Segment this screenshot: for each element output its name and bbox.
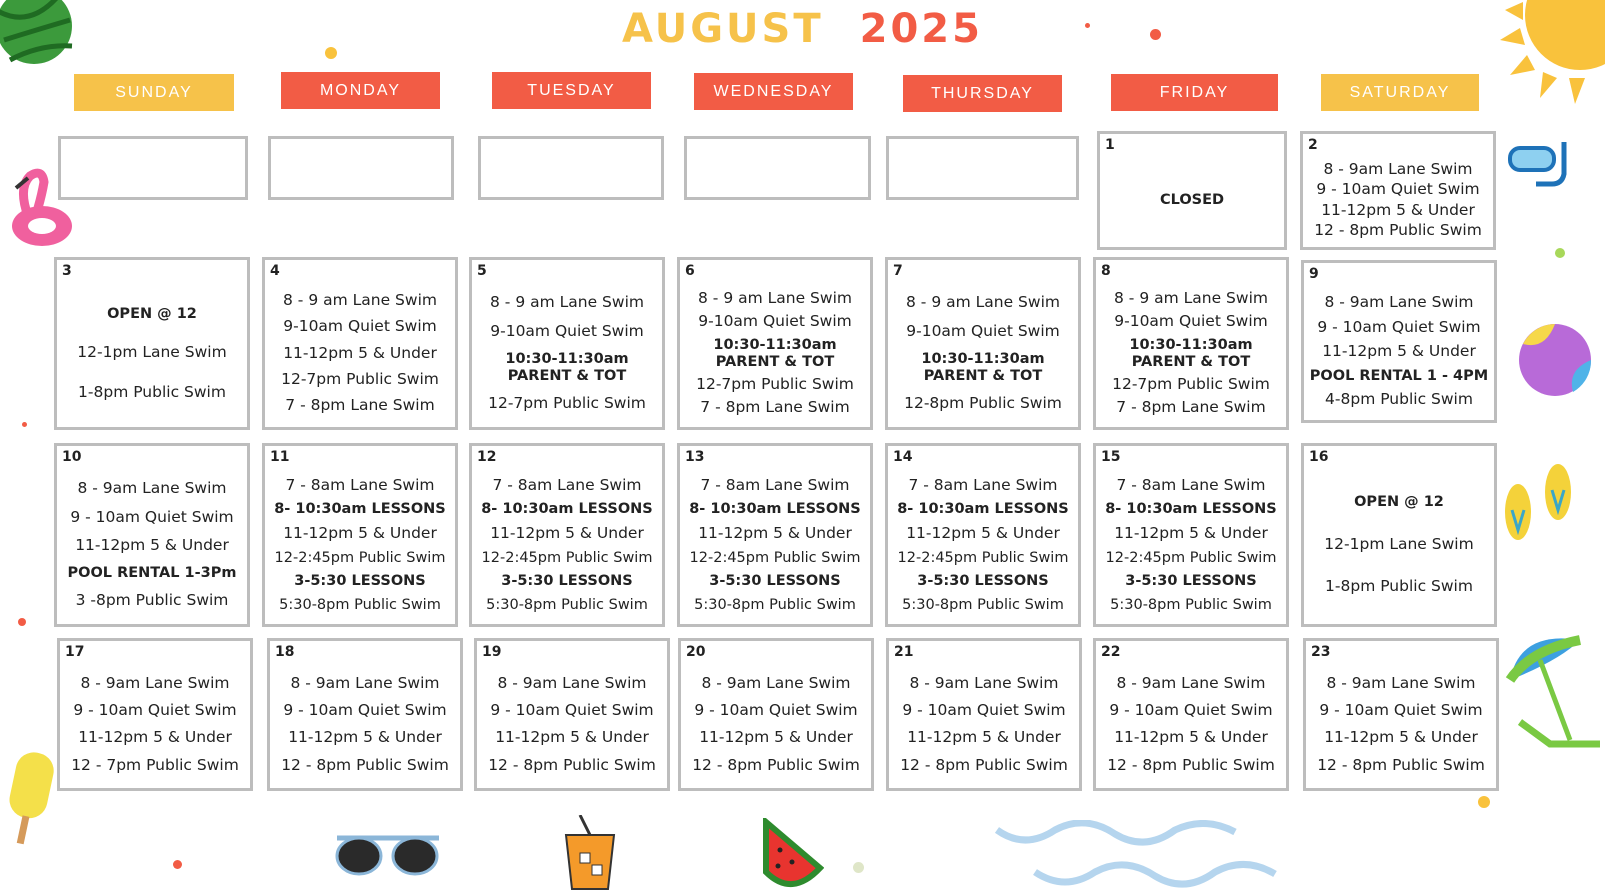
- schedule-entry: 7 - 8pm Lane Swim: [700, 398, 850, 417]
- day-number: 8: [1101, 263, 1111, 279]
- schedule-entry: 11-12pm 5 & Under: [1324, 728, 1478, 747]
- schedule-entry: 12 - 8pm Public Swim: [692, 755, 860, 774]
- schedule-entry: 3-5:30 LESSONS: [294, 573, 426, 590]
- flip-flops-icon: [1500, 454, 1580, 550]
- schedule-list: [474, 284, 660, 423]
- schedule-entry: 10:30-11:30am PARENT & TOT: [505, 350, 629, 384]
- day-number: 1: [1105, 137, 1115, 153]
- schedule-entry: 12-2:45pm Public Swim: [1105, 549, 1277, 566]
- calendar-day-cell: [1301, 260, 1497, 423]
- calendar-day-cell: [54, 443, 250, 627]
- schedule-list: [483, 163, 659, 193]
- schedule-entry: 5:30-8pm Public Swim: [1110, 596, 1272, 613]
- calendar-day-cell: [478, 136, 664, 200]
- schedule-list: [62, 665, 248, 784]
- calendar-day-cell: [1093, 443, 1289, 627]
- day-number: 19: [482, 644, 502, 660]
- schedule-entry: 9 - 10am Quiet Swim: [1317, 317, 1481, 336]
- day-number: 17: [65, 644, 85, 660]
- calendar-day-cell: [1093, 257, 1289, 430]
- calendar-day-cell: [58, 136, 248, 200]
- schedule-entry: 12 - 7pm Public Swim: [71, 755, 239, 774]
- day-number: 6: [685, 263, 695, 279]
- schedule-entry: OPEN @ 12: [107, 305, 197, 322]
- schedule-entry: 7 - 8am Lane Swim: [700, 475, 850, 494]
- schedule-entry: 11-12pm 5 & Under: [1321, 200, 1475, 219]
- schedule-entry: 8 - 9am Lane Swim: [77, 479, 227, 498]
- schedule-entry: 9-10am Quiet Swim: [490, 321, 644, 340]
- schedule-entry: 8 - 9am Lane Swim: [701, 673, 851, 692]
- schedule-entry: 9 - 10am Quiet Swim: [694, 700, 858, 719]
- calendar-day-cell: [886, 638, 1082, 791]
- schedule-entry: 7 - 8am Lane Swim: [1116, 475, 1266, 494]
- schedule-entry: 8 - 9 am Lane Swim: [283, 291, 437, 310]
- day-number: 10: [62, 449, 82, 465]
- schedule-list: [59, 470, 245, 620]
- day-number: 14: [893, 449, 913, 465]
- calendar-day-cell: [678, 638, 874, 791]
- calendar-day-cell: [677, 443, 873, 627]
- schedule-entry: 8 - 9 am Lane Swim: [1114, 288, 1268, 307]
- schedule-list: [474, 470, 660, 620]
- schedule-entry: 9-10am Quiet Swim: [283, 317, 437, 336]
- calendar-day-cell: [684, 136, 871, 200]
- schedule-entry: 4-8pm Public Swim: [1325, 390, 1473, 409]
- calendar-day-cell: [262, 257, 458, 430]
- schedule-entry: 11-12pm 5 & Under: [495, 728, 649, 747]
- confetti-dot: [853, 862, 864, 873]
- confetti-dot: [1478, 796, 1490, 808]
- calendar-day-cell: [267, 638, 463, 791]
- schedule-list: [267, 284, 453, 423]
- schedule-list: [1306, 287, 1492, 416]
- schedule-entry: 7 - 8am Lane Swim: [908, 475, 1058, 494]
- schedule-entry: 5:30-8pm Public Swim: [902, 596, 1064, 613]
- schedule-entry: 11-12pm 5 & Under: [698, 523, 852, 542]
- day-number: 23: [1311, 644, 1331, 660]
- calendar-day-cell: [677, 257, 873, 430]
- day-header-wednesday: WEDNESDAY: [694, 73, 853, 110]
- calendar-day-cell: [1300, 131, 1496, 250]
- schedule-entry: 10:30-11:30am PARENT & TOT: [713, 336, 837, 370]
- title-month: AUGUST: [622, 6, 824, 52]
- calendar-day-cell: [886, 136, 1079, 200]
- day-number: 21: [894, 644, 914, 660]
- calendar-day-cell: [469, 443, 665, 627]
- schedule-list: [891, 163, 1074, 193]
- schedule-entry: 11-12pm 5 & Under: [490, 523, 644, 542]
- schedule-entry: 12-2:45pm Public Swim: [481, 549, 653, 566]
- calendar-day-cell: [469, 257, 665, 430]
- schedule-entry: 12-2:45pm Public Swim: [274, 549, 446, 566]
- schedule-entry: 9 - 10am Quiet Swim: [490, 700, 654, 719]
- schedule-entry: 12-8pm Public Swim: [904, 393, 1062, 412]
- day-number: 5: [477, 263, 487, 279]
- waves-icon: [995, 820, 1285, 893]
- day-number: 4: [270, 263, 280, 279]
- schedule-entry: 9 - 10am Quiet Swim: [1316, 180, 1480, 199]
- calendar-day-cell: [885, 443, 1081, 627]
- schedule-entry: 9 - 10am Quiet Swim: [70, 507, 234, 526]
- schedule-list: [890, 470, 1076, 620]
- confetti-dot: [22, 422, 27, 427]
- day-header-sunday: SUNDAY: [74, 74, 234, 111]
- title-year: 2025: [859, 6, 983, 52]
- calendar-day-cell: [1303, 638, 1499, 791]
- schedule-entry: 12-7pm Public Swim: [1112, 374, 1270, 393]
- schedule-entry: 12-7pm Public Swim: [696, 374, 854, 393]
- schedule-entry: 11-12pm 5 & Under: [1114, 728, 1268, 747]
- schedule-entry: 12-1pm Lane Swim: [77, 343, 227, 362]
- schedule-entry: 12-7pm Public Swim: [281, 369, 439, 388]
- schedule-entry: 12-2:45pm Public Swim: [689, 549, 861, 566]
- schedule-entry: OPEN @ 12: [1354, 494, 1444, 511]
- calendar-day-cell: [1097, 131, 1287, 250]
- schedule-entry: 9 - 10am Quiet Swim: [902, 700, 1066, 719]
- schedule-entry: 8- 10:30am LESSONS: [481, 501, 653, 518]
- schedule-list: [479, 665, 665, 784]
- day-number: 9: [1309, 266, 1319, 282]
- schedule-entry: 5:30-8pm Public Swim: [279, 596, 441, 613]
- beach-umbrella-chair-icon: [1500, 630, 1605, 760]
- day-header-tuesday: TUESDAY: [492, 72, 651, 109]
- schedule-entry: 11-12pm 5 & Under: [699, 728, 853, 747]
- day-header-saturday: SATURDAY: [1321, 74, 1479, 111]
- schedule-entry: 12 - 8pm Public Swim: [900, 755, 1068, 774]
- day-number: 22: [1101, 644, 1121, 660]
- schedule-entry: 3-5:30 LESSONS: [709, 573, 841, 590]
- schedule-entry: 8- 10:30am LESSONS: [1105, 501, 1277, 518]
- schedule-entry: 10:30-11:30am PARENT & TOT: [921, 350, 1045, 384]
- schedule-entry: 10:30-11:30am PARENT & TOT: [1129, 336, 1253, 370]
- schedule-entry: 11-12pm 5 & Under: [78, 728, 232, 747]
- day-number: 15: [1101, 449, 1121, 465]
- schedule-list: [683, 665, 869, 784]
- watermelon-ball-icon: [0, 0, 75, 66]
- schedule-list: [689, 163, 866, 193]
- schedule-entry: 8 - 9 am Lane Swim: [698, 288, 852, 307]
- schedule-entry: 7 - 8pm Lane Swim: [1116, 398, 1266, 417]
- schedule-entry: 5:30-8pm Public Swim: [486, 596, 648, 613]
- schedule-entry: 9-10am Quiet Swim: [906, 321, 1060, 340]
- schedule-entry: 1-8pm Public Swim: [78, 382, 226, 401]
- calendar-day-cell: [54, 257, 250, 430]
- schedule-list: [682, 470, 868, 620]
- confetti-dot: [18, 618, 26, 626]
- schedule-entry: 8 - 9am Lane Swim: [1116, 673, 1266, 692]
- schedule-entry: 11-12pm 5 & Under: [283, 523, 437, 542]
- popsicle-icon: [0, 748, 60, 848]
- sun-icon: [1465, 0, 1605, 105]
- schedule-list: [1102, 158, 1282, 243]
- schedule-entry: 12 - 8pm Public Swim: [281, 755, 449, 774]
- schedule-entry: 8 - 9am Lane Swim: [1324, 292, 1474, 311]
- day-header-monday: MONDAY: [281, 72, 440, 109]
- schedule-entry: 8 - 9am Lane Swim: [290, 673, 440, 692]
- schedule-entry: 11-12pm 5 & Under: [1322, 342, 1476, 361]
- schedule-entry: 3-5:30 LESSONS: [501, 573, 633, 590]
- schedule-entry: 8 - 9am Lane Swim: [80, 673, 230, 692]
- schedule-entry: 8 - 9 am Lane Swim: [490, 293, 644, 312]
- schedule-list: [682, 284, 868, 423]
- schedule-entry: 3-5:30 LESSONS: [917, 573, 1049, 590]
- schedule-entry: 7 - 8am Lane Swim: [492, 475, 642, 494]
- schedule-entry: 12-2:45pm Public Swim: [897, 549, 1069, 566]
- watermelon-slice-icon: [762, 818, 824, 893]
- schedule-entry: 12 - 8pm Public Swim: [1107, 755, 1275, 774]
- schedule-entry: 8 - 9am Lane Swim: [497, 673, 647, 692]
- schedule-list: [1308, 665, 1494, 784]
- schedule-entry: 8 - 9am Lane Swim: [1323, 159, 1473, 178]
- schedule-entry: 11-12pm 5 & Under: [75, 535, 229, 554]
- schedule-entry: 5:30-8pm Public Swim: [694, 596, 856, 613]
- calendar-day-cell: [1093, 638, 1289, 791]
- schedule-entry: 7 - 8am Lane Swim: [285, 475, 435, 494]
- schedule-entry: 9-10am Quiet Swim: [1114, 312, 1268, 331]
- confetti-dot: [325, 47, 337, 59]
- schedule-entry: POOL RENTAL 1 - 4PM: [1309, 367, 1489, 384]
- schedule-list: [1306, 470, 1492, 620]
- flamingo-float-icon: [8, 168, 76, 250]
- calendar-title: [0, 6, 1605, 52]
- schedule-entry: 7 - 8pm Lane Swim: [285, 395, 435, 414]
- schedule-list: [63, 163, 243, 193]
- day-number: 20: [686, 644, 706, 660]
- schedule-entry: 8- 10:30am LESSONS: [274, 501, 446, 518]
- schedule-entry: 9 - 10am Quiet Swim: [1109, 700, 1273, 719]
- schedule-list: [1098, 665, 1284, 784]
- schedule-list: [272, 665, 458, 784]
- sunglasses-icon: [333, 830, 443, 880]
- day-number: 11: [270, 449, 290, 465]
- schedule-entry: 11-12pm 5 & Under: [283, 343, 437, 362]
- schedule-entry: 9 - 10am Quiet Swim: [283, 700, 447, 719]
- calendar-day-cell: [885, 257, 1081, 430]
- schedule-entry: 11-12pm 5 & Under: [288, 728, 442, 747]
- day-number: 2: [1308, 137, 1318, 153]
- day-number: 7: [893, 263, 903, 279]
- day-number: 18: [275, 644, 295, 660]
- schedule-entry: 12 - 8pm Public Swim: [1314, 221, 1482, 240]
- schedule-list: [891, 665, 1077, 784]
- day-header-thursday: THURSDAY: [903, 75, 1062, 112]
- schedule-entry: 8- 10:30am LESSONS: [689, 501, 861, 518]
- schedule-list: [273, 163, 449, 193]
- schedule-entry: 11-12pm 5 & Under: [1114, 523, 1268, 542]
- schedule-list: [267, 470, 453, 620]
- beach-ball-icon: [1515, 320, 1595, 400]
- schedule-entry: 9 - 10am Quiet Swim: [73, 700, 237, 719]
- day-header-friday: FRIDAY: [1111, 74, 1278, 111]
- day-number: 16: [1309, 449, 1329, 465]
- schedule-entry: 9-10am Quiet Swim: [698, 312, 852, 331]
- calendar-day-cell: [474, 638, 670, 791]
- calendar-day-cell: [1301, 443, 1497, 627]
- schedule-entry: 12-1pm Lane Swim: [1324, 534, 1474, 553]
- schedule-entry: 11-12pm 5 & Under: [906, 523, 1060, 542]
- schedule-entry: 3-5:30 LESSONS: [1125, 573, 1257, 590]
- schedule-entry: 12 - 8pm Public Swim: [488, 755, 656, 774]
- schedule-list: [1098, 284, 1284, 423]
- schedule-list: [890, 284, 1076, 423]
- schedule-entry: 9 - 10am Quiet Swim: [1319, 700, 1483, 719]
- confetti-dot: [1085, 23, 1090, 28]
- confetti-dot: [1555, 248, 1565, 258]
- schedule-entry: 11-12pm 5 & Under: [907, 728, 1061, 747]
- schedule-entry: CLOSED: [1159, 192, 1225, 209]
- schedule-entry: 8 - 9am Lane Swim: [909, 673, 1059, 692]
- schedule-list: [1098, 470, 1284, 620]
- confetti-dot: [173, 860, 182, 869]
- schedule-entry: 3 -8pm Public Swim: [75, 590, 229, 609]
- day-number: 12: [477, 449, 497, 465]
- schedule-entry: 1-8pm Public Swim: [1325, 576, 1473, 595]
- schedule-entry: 12-7pm Public Swim: [488, 393, 646, 412]
- schedule-entry: 8 - 9am Lane Swim: [1326, 673, 1476, 692]
- calendar-day-cell: [262, 443, 458, 627]
- schedule-entry: POOL RENTAL 1-3Pm: [67, 564, 237, 581]
- snorkel-mask-icon: [1506, 140, 1574, 190]
- schedule-list: [59, 284, 245, 423]
- schedule-entry: 8 - 9 am Lane Swim: [906, 293, 1060, 312]
- day-number: 3: [62, 263, 72, 279]
- schedule-list: [1305, 158, 1491, 243]
- calendar-day-cell: [57, 638, 253, 791]
- confetti-dot: [1150, 29, 1161, 40]
- calendar-day-cell: [268, 136, 454, 200]
- day-number: 13: [685, 449, 705, 465]
- schedule-entry: 8- 10:30am LESSONS: [897, 501, 1069, 518]
- iced-drink-icon: [560, 815, 620, 891]
- schedule-entry: 12 - 8pm Public Swim: [1317, 755, 1485, 774]
